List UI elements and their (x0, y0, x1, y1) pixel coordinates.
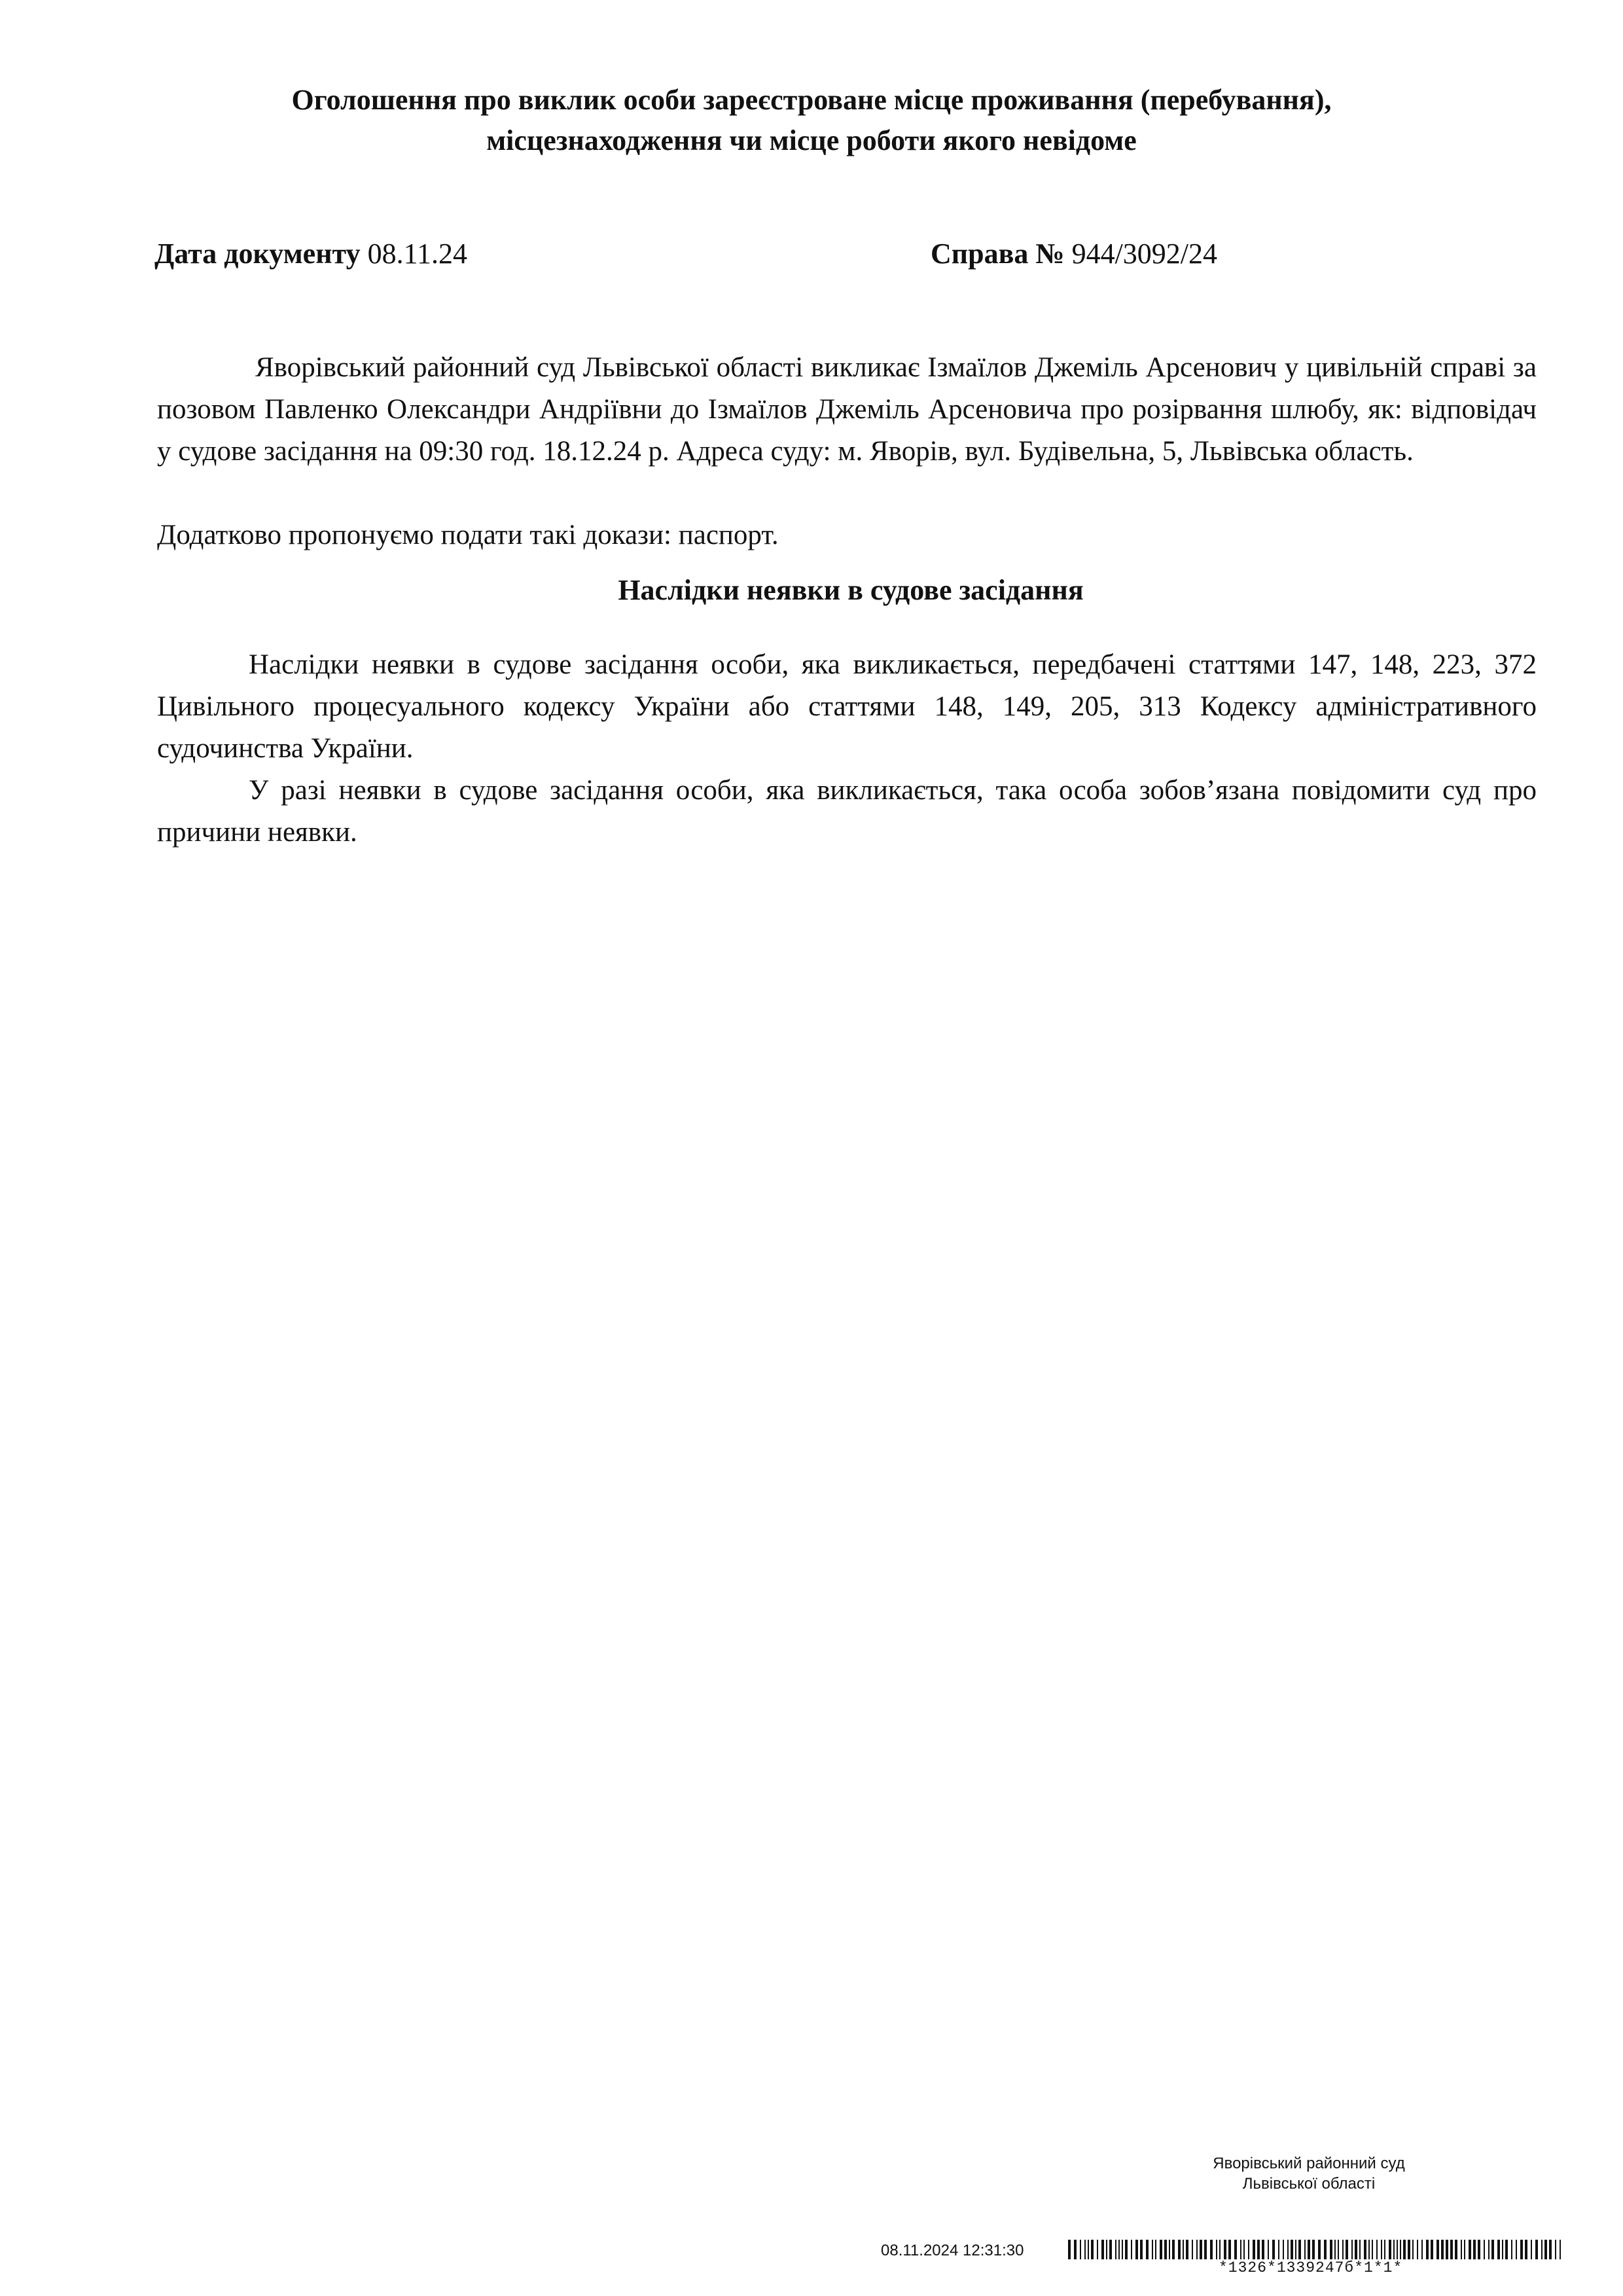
barcode-bar (1455, 2240, 1457, 2259)
barcode-bar (1441, 2240, 1444, 2259)
barcode-bar (1304, 2240, 1306, 2259)
barcode-bar (1461, 2240, 1462, 2259)
document-date (154, 236, 467, 272)
barcode-bar (1125, 2240, 1128, 2259)
barcode-bar (1243, 2240, 1245, 2259)
barcode-bar (1196, 2240, 1198, 2259)
barcode-bar (1436, 2240, 1439, 2259)
barcode-bar (1555, 2240, 1556, 2259)
barcode-bar (1308, 2240, 1310, 2259)
title-line-1: Оголошення про виклик особи зареєстроване місце проживання (перебування), (291, 84, 1332, 116)
barcode-bar (1272, 2240, 1275, 2259)
barcode-bar (1097, 2240, 1098, 2259)
barcode-bar (1155, 2240, 1156, 2259)
barcode-bar (1431, 2240, 1433, 2259)
barcode-bar (1118, 2240, 1120, 2259)
barcode-bar (1169, 2240, 1170, 2259)
barcode-bar (1535, 2240, 1538, 2259)
barcode-bar (1318, 2240, 1321, 2259)
barcode-bar (1520, 2240, 1523, 2259)
barcode-bar (1473, 2240, 1476, 2259)
consequences-paragraph (157, 644, 1537, 770)
barcode-bar (1342, 2240, 1344, 2259)
barcode-bar (1397, 2240, 1398, 2259)
barcode-bar (1403, 2240, 1406, 2259)
barcode-bar (1084, 2240, 1086, 2259)
barcode-bar (1384, 2240, 1385, 2259)
barcode-bar (1412, 2240, 1414, 2259)
barcode-bar (1146, 2240, 1149, 2259)
barcode-bar (1164, 2240, 1167, 2259)
case-value: 944/3092/24 (1071, 238, 1218, 270)
barcode-bar (1464, 2240, 1465, 2259)
barcode-bar (1408, 2240, 1410, 2259)
barcode-bar (1109, 2240, 1112, 2259)
barcode-bar (1446, 2240, 1448, 2259)
stamp-datetime: 08.11.2024 12:31:30 (881, 2242, 1024, 2259)
summons-paragraph (157, 347, 1537, 473)
stamp-court-line-2: Львівської області (1242, 2175, 1376, 2193)
barcode-bar (1257, 2240, 1260, 2259)
barcode-text: *1326*1339247б*1*1* (1219, 2259, 1403, 2276)
summons-text: Яворівський районний суд Львівської області викликає Ізмаїлов Джеміль Арсенович у цивільній справі за позовом Павленко Олександри Андріївни до Ізмаїлов Джеміль Арсеновича про розірвання шлюбу, як: відповідач у судове засідання на 09:30 год. 18.12.24 р. Адреса суду: м. Яворів, вул. Будівельна, 5, Львівська область. (157, 352, 1537, 467)
barcode-bar (1346, 2240, 1348, 2259)
barcode-bar (1186, 2240, 1188, 2259)
barcode-bar (1228, 2240, 1231, 2259)
barcode-bar (1531, 2240, 1532, 2259)
barcode-bar (1140, 2240, 1143, 2259)
barcode-bar (1160, 2240, 1162, 2259)
barcode-bar (1106, 2240, 1107, 2259)
barcode-bar (1268, 2240, 1269, 2259)
barcode-bar (1502, 2240, 1503, 2259)
date-value: 08.11.24 (367, 238, 467, 270)
barcode-bar (1248, 2240, 1249, 2259)
barcode-bar (1101, 2240, 1104, 2259)
barcode-bar (1389, 2240, 1391, 2259)
barcode-bar (1234, 2240, 1237, 2259)
barcode-bar (1068, 2240, 1071, 2259)
barcode-bar (1491, 2240, 1494, 2259)
barcode-bar (1497, 2240, 1500, 2259)
barcode-bar (1312, 2240, 1315, 2259)
barcode-bar (1200, 2240, 1202, 2259)
barcode-bar (1469, 2240, 1471, 2259)
barcode-bar (1338, 2240, 1339, 2259)
barcode-bar (1544, 2240, 1547, 2259)
consequences-text: Наслідки неявки в судове засідання особи, яка викликається, передбачені статтями 147, 148, 223, 372 Цивільного процесуального кодексу України або статтями 148, 149, 205, 313 Кодексу адміністративного судочинства України. (157, 649, 1537, 764)
barcode-bar (1372, 2240, 1373, 2259)
barcode-bar (1080, 2240, 1081, 2259)
barcode-bar (1478, 2240, 1480, 2259)
barcode-bar (1525, 2240, 1527, 2259)
barcode-bar (1511, 2240, 1512, 2259)
barcode-bar (1426, 2240, 1429, 2259)
barcode-bar (1295, 2240, 1296, 2259)
barcode-bar (1204, 2240, 1207, 2259)
barcode-bar (1291, 2240, 1293, 2259)
barcode-bar (1324, 2240, 1327, 2259)
obligation-paragraph (157, 770, 1537, 853)
barcode-bar (1393, 2240, 1395, 2259)
evidence-paragraph: Додатково пропонуємо подати такі докази: паспорт. (157, 520, 779, 550)
obligation-text: У разі неявки в судове засідання особи, яка викликається, така особа зобов’язана повідомити суд про причини неявки. (157, 775, 1537, 848)
barcode-bar (1364, 2240, 1366, 2259)
barcode-bar (1355, 2240, 1357, 2259)
barcode-bar (1152, 2240, 1153, 2259)
barcode-bar (1330, 2240, 1332, 2259)
barcode-bar (1210, 2240, 1213, 2259)
document-title (131, 80, 1492, 161)
barcode-bar (1262, 2240, 1264, 2259)
barcode-bar (1088, 2240, 1089, 2259)
title-line-2: місцезнаходження чи місце роботи якого невідоме (486, 124, 1137, 156)
barcode-bar (1240, 2240, 1241, 2259)
barcode-bar (1381, 2240, 1382, 2259)
barcode-bar (1450, 2240, 1453, 2259)
barcode-bar (1178, 2240, 1181, 2259)
barcode-bar (1541, 2240, 1543, 2259)
case-number (931, 236, 1217, 272)
barcode-bar (1421, 2240, 1423, 2259)
barcode-bar (1505, 2240, 1508, 2259)
barcode-bar (1298, 2240, 1301, 2259)
barcode-bar (1192, 2240, 1193, 2259)
date-label: Дата документу (154, 238, 361, 270)
barcode-bar (1351, 2240, 1353, 2259)
barcode-bar (1115, 2240, 1116, 2259)
barcode-bar (1488, 2240, 1489, 2259)
barcode-bar (1131, 2240, 1132, 2259)
barcode-bar (1183, 2240, 1184, 2259)
barcode-bar (1417, 2240, 1418, 2259)
stamp-court-line-1: Яворівський районний суд (1213, 2155, 1405, 2172)
barcode-bar (1484, 2240, 1485, 2259)
barcode-bar (1135, 2240, 1138, 2259)
barcode-bar (1516, 2240, 1517, 2259)
barcode-bar (1172, 2240, 1175, 2259)
barcode-bar (1376, 2240, 1378, 2259)
consequences-heading: Наслідки неявки в судове засідання (618, 574, 1084, 606)
barcode-bar (1560, 2240, 1561, 2259)
barcode-bar (1219, 2240, 1221, 2259)
barcode-image (1068, 2240, 1565, 2259)
barcode-bar (1400, 2240, 1401, 2259)
barcode-bar (1287, 2240, 1289, 2259)
barcode-bar (1359, 2240, 1361, 2259)
stamp-court-name (1158, 2153, 1459, 2194)
barcode-bar (1216, 2240, 1217, 2259)
barcode-bar (1283, 2240, 1284, 2259)
barcode-bar (1549, 2240, 1552, 2259)
barcode-bar (1368, 2240, 1370, 2259)
barcode-bar (1334, 2240, 1336, 2259)
barcode-bar (1253, 2240, 1255, 2259)
barcode-bar (1278, 2240, 1279, 2259)
barcode-bar (1074, 2240, 1077, 2259)
barcode-bar (1224, 2240, 1226, 2259)
case-label: Справа № (931, 238, 1065, 270)
barcode-bar (1122, 2240, 1123, 2259)
barcode-bar (1091, 2240, 1094, 2259)
